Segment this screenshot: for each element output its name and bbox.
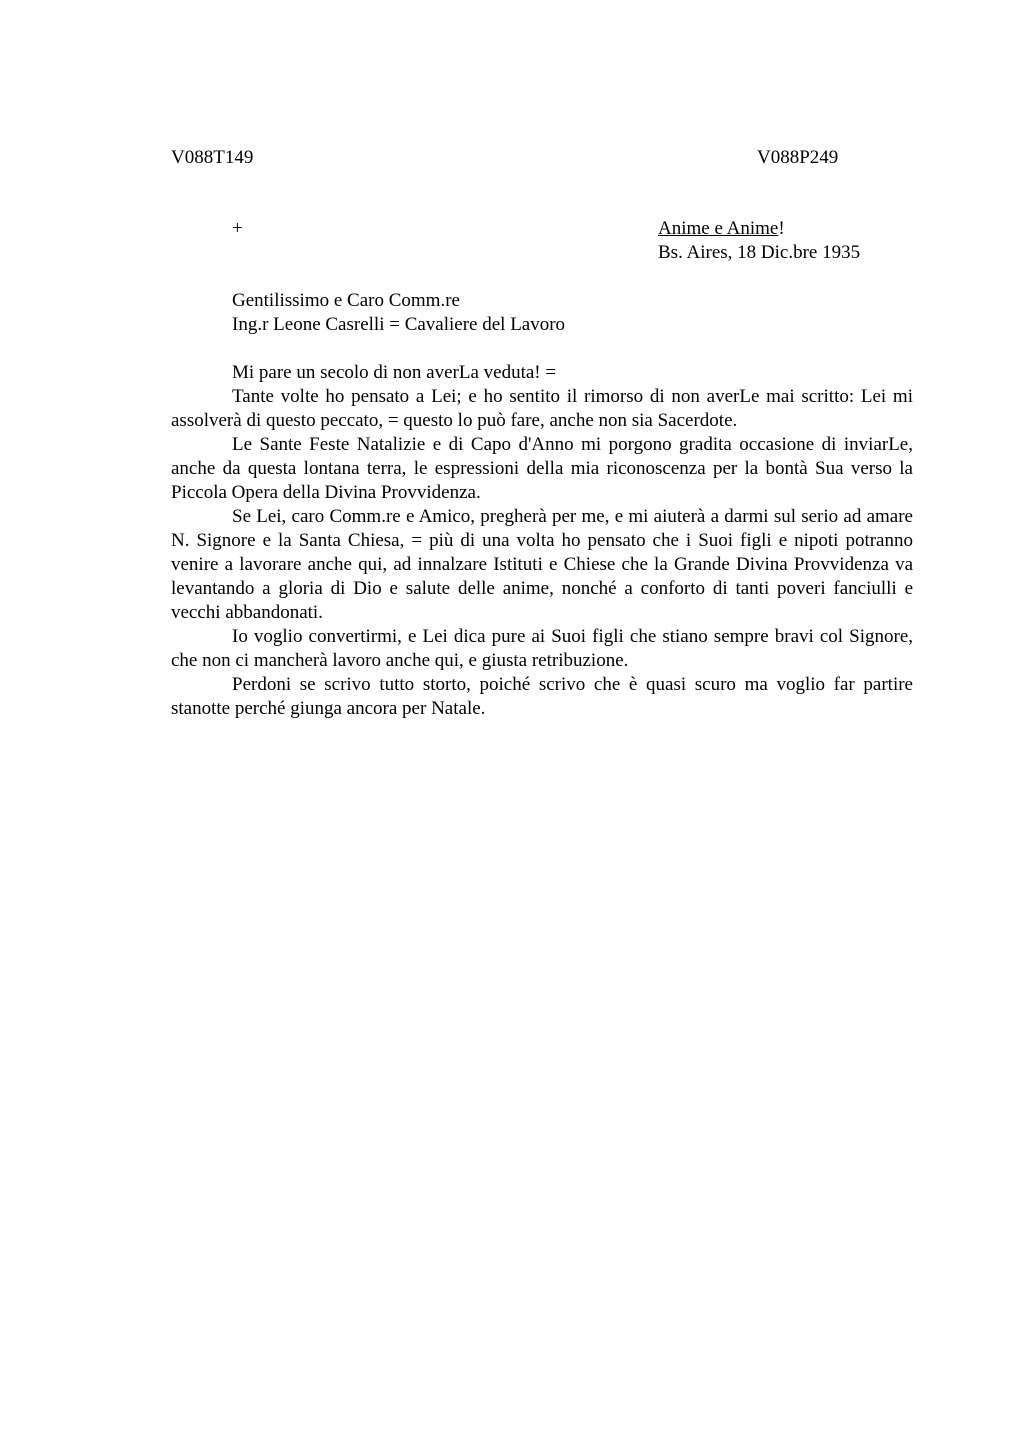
cross-symbol: + bbox=[232, 218, 243, 239]
paragraph-3: Le Sante Feste Natalizie e di Capo d'Anno mi porgono gradita occasione di inviarLe, anche da questa lontana terra, le espressioni della mia riconoscenza per la bontà Sua verso la Piccola Opera della Divina Provvidenza. bbox=[171, 434, 913, 503]
paragraph-6: Perdoni se scrivo tutto storto, poiché scrivo che è quasi scuro ma voglio far partire stanotte perché giunga ancora per Natale. bbox=[171, 674, 913, 719]
document-code-right: V088P249 bbox=[757, 147, 839, 168]
paragraph-1: Mi pare un secolo di non averLa veduta! = bbox=[232, 362, 557, 383]
salutation-line-1: Gentilissimo e Caro Comm.re bbox=[232, 290, 460, 311]
paragraph-5: Io voglio convertirmi, e Lei dica pure ai Suoi figli che stiano sempre bravi col Signore, che non ci mancherà lavoro anche qui, e giusta retribuzione. bbox=[171, 626, 913, 671]
paragraph-2: Tante volte ho pensato a Lei; e ho sentito il rimorso di non averLe mai scritto: Lei mi assolverà di questo peccato, = questo lo può fare, anche non sia Sacerdote. bbox=[171, 386, 913, 431]
motto bbox=[658, 217, 785, 241]
place-date: Bs. Aires, 18 Dic.bre 1935 bbox=[658, 242, 861, 263]
document-code-left: V088T149 bbox=[171, 147, 254, 168]
motto-underlined-text: Anime e Anime bbox=[658, 218, 779, 239]
salutation-line-2: Ing.r Leone Casrelli = Cavaliere del Lavoro bbox=[232, 314, 566, 335]
motto-suffix: ! bbox=[778, 218, 785, 239]
letter-body bbox=[171, 361, 913, 721]
paragraph-4: Se Lei, caro Comm.re e Amico, pregherà per me, e mi aiuterà a darmi sul serio ad amare N. Signore e la Santa Chiesa, = più di una volta ho pensato che i Suoi figli e nipoti potranno venire a lavorare anche qui, ad innalzare Istituti e Chiese che la Grande Divina Provvidenza va levantando a gloria di Dio e salute delle anime, nonché a conforto di tanti poveri fanciulli e vecchi abbandonati. bbox=[171, 506, 913, 623]
